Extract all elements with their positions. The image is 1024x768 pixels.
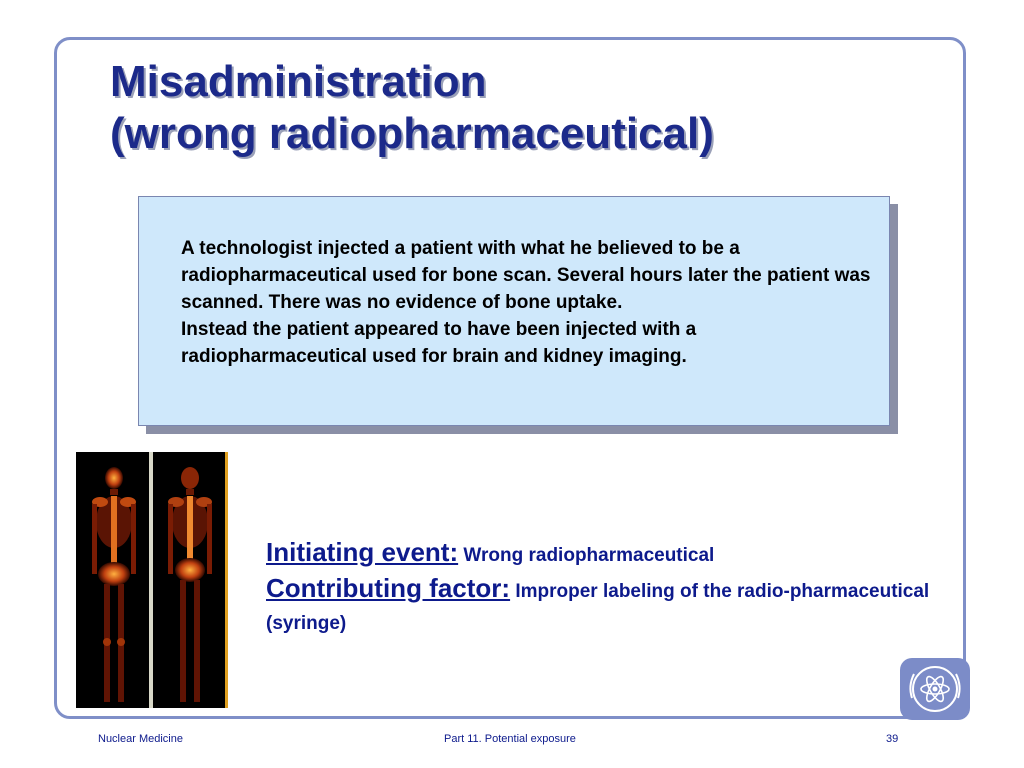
initiating-event-label: Initiating event: <box>266 537 459 567</box>
event-summary <box>266 536 946 640</box>
case-paragraph-1: A technologist injected a patient with what he believed to be a radiopharmaceutical used for bone scan. Several hours later the patient was scanned. There was no evidence of bone uptake. <box>181 238 871 313</box>
title-line-1: Misadministration <box>110 57 487 106</box>
atom-laurel-icon <box>900 658 970 720</box>
page-title <box>110 56 930 160</box>
contributing-factor-value: Improper labeling of the radio-pharmaceutical (syringe) <box>266 581 930 634</box>
scan-divider <box>149 452 153 708</box>
scan-figure-right <box>168 467 212 702</box>
bone-scan-image <box>76 452 228 708</box>
initiating-event-value: Wrong radiopharmaceutical <box>463 545 715 566</box>
footer-course: Nuclear Medicine <box>98 733 183 745</box>
case-paragraph-2: Instead the patient appeared to have been injected with a radiopharmaceutical used for brain and kidney imaging. <box>181 319 697 367</box>
iaea-logo <box>900 658 970 720</box>
contributing-factor-line <box>266 572 946 640</box>
case-description-box <box>138 196 890 426</box>
initiating-event-line <box>266 536 946 572</box>
scan-figure-left <box>92 467 136 702</box>
scan-edge <box>225 452 228 708</box>
case-description-text <box>181 235 871 370</box>
footer-page-number: 39 <box>886 733 899 745</box>
footer-part: Part 11. Potential exposure <box>444 733 576 745</box>
title-line-2: (wrong radiopharmaceutical) <box>110 109 714 158</box>
contributing-factor-label: Contributing factor: <box>266 573 511 603</box>
